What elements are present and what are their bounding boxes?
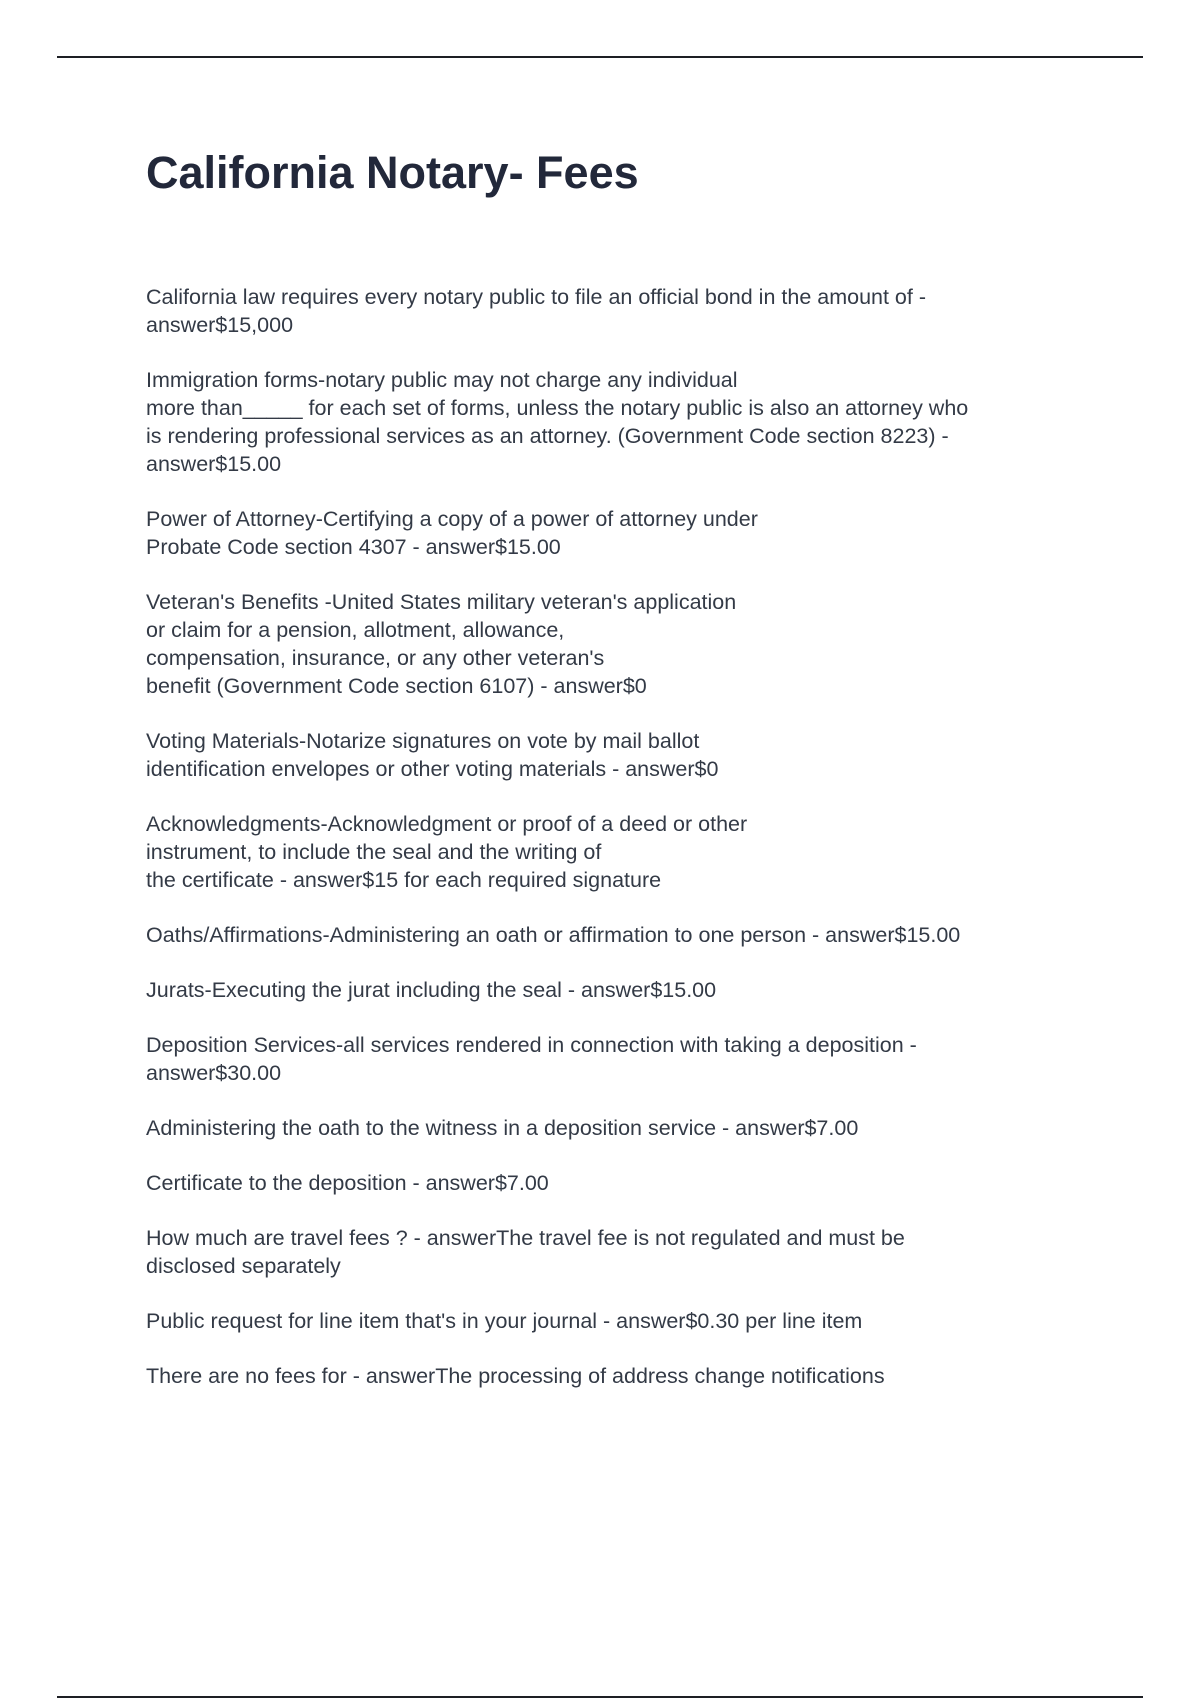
qa-text-line: Voting Materials-Notarize signatures on vote by mail ballot [146, 729, 700, 753]
qa-text-line: Administering the oath to the witness in a deposition service - answer$7.00 [146, 1116, 859, 1140]
qa-item [146, 810, 1086, 894]
qa-text-line: the certificate - answer$15 for each required signature [146, 868, 662, 892]
qa-text-line: identification envelopes or other voting materials - answer$0 [146, 757, 719, 781]
qa-item [146, 1114, 1086, 1142]
qa-item [146, 1224, 1086, 1280]
qa-item [146, 976, 1086, 1004]
page-title: California Notary- Fees [146, 147, 639, 198]
qa-text-line: Jurats-Executing the jurat including the seal - answer$15.00 [146, 978, 717, 1002]
qa-text-line: is rendering professional services as an attorney. (Government Code section 8223) - [146, 424, 949, 448]
qa-text-line: Public request for line item that's in your journal - answer$0.30 per line item [146, 1309, 863, 1333]
qa-text-line: Immigration forms-notary public may not charge any individual [146, 368, 738, 392]
qa-text-line: California law requires every notary public to file an official bond in the amount of - [146, 285, 926, 309]
qa-text-line: Probate Code section 4307 - answer$15.00 [146, 535, 561, 559]
qa-text-line: answer$15.00 [146, 452, 282, 476]
qa-item [146, 588, 1086, 700]
qa-text-line: answer$15,000 [146, 313, 294, 337]
qa-item [146, 366, 1086, 478]
qa-item [146, 921, 1086, 949]
qa-item [146, 1031, 1086, 1087]
document-body [146, 142, 1086, 1417]
qa-text-line: disclosed separately [146, 1254, 341, 1278]
qa-text-line: Oaths/Affirmations-Administering an oath or affirmation to one person - answer$15.00 [146, 923, 961, 947]
qa-item [146, 505, 1086, 561]
top-rule [57, 56, 1143, 58]
qa-text-line: or claim for a pension, allotment, allowance, [146, 618, 565, 642]
qa-text-line: more than_____ for each set of forms, unless the notary public is also an attorney who [146, 396, 969, 420]
qa-text-line: compensation, insurance, or any other veteran's [146, 646, 605, 670]
qa-item [146, 1307, 1086, 1335]
qa-item [146, 1362, 1086, 1390]
qa-text-line: benefit (Government Code section 6107) - answer$0 [146, 674, 647, 698]
qa-text-line: Certificate to the deposition - answer$7.00 [146, 1171, 549, 1195]
qa-item [146, 727, 1086, 783]
qa-text-line: How much are travel fees ? - answerThe travel fee is not regulated and must be [146, 1226, 905, 1250]
qa-list [146, 283, 1086, 1390]
qa-text-line: Deposition Services-all services rendered in connection with taking a deposition - [146, 1033, 917, 1057]
qa-text-line: Veteran's Benefits -United States military veteran's application [146, 590, 737, 614]
bottom-rule [57, 1696, 1143, 1698]
qa-text-line: Power of Attorney-Certifying a copy of a power of attorney under [146, 507, 758, 531]
qa-item [146, 1169, 1086, 1197]
qa-text-line: answer$30.00 [146, 1061, 282, 1085]
qa-item [146, 283, 1086, 339]
qa-text-line: There are no fees for - answerThe processing of address change notifications [146, 1364, 885, 1388]
qa-text-line: instrument, to include the seal and the writing of [146, 840, 602, 864]
qa-text-line: Acknowledgments-Acknowledgment or proof of a deed or other [146, 812, 748, 836]
